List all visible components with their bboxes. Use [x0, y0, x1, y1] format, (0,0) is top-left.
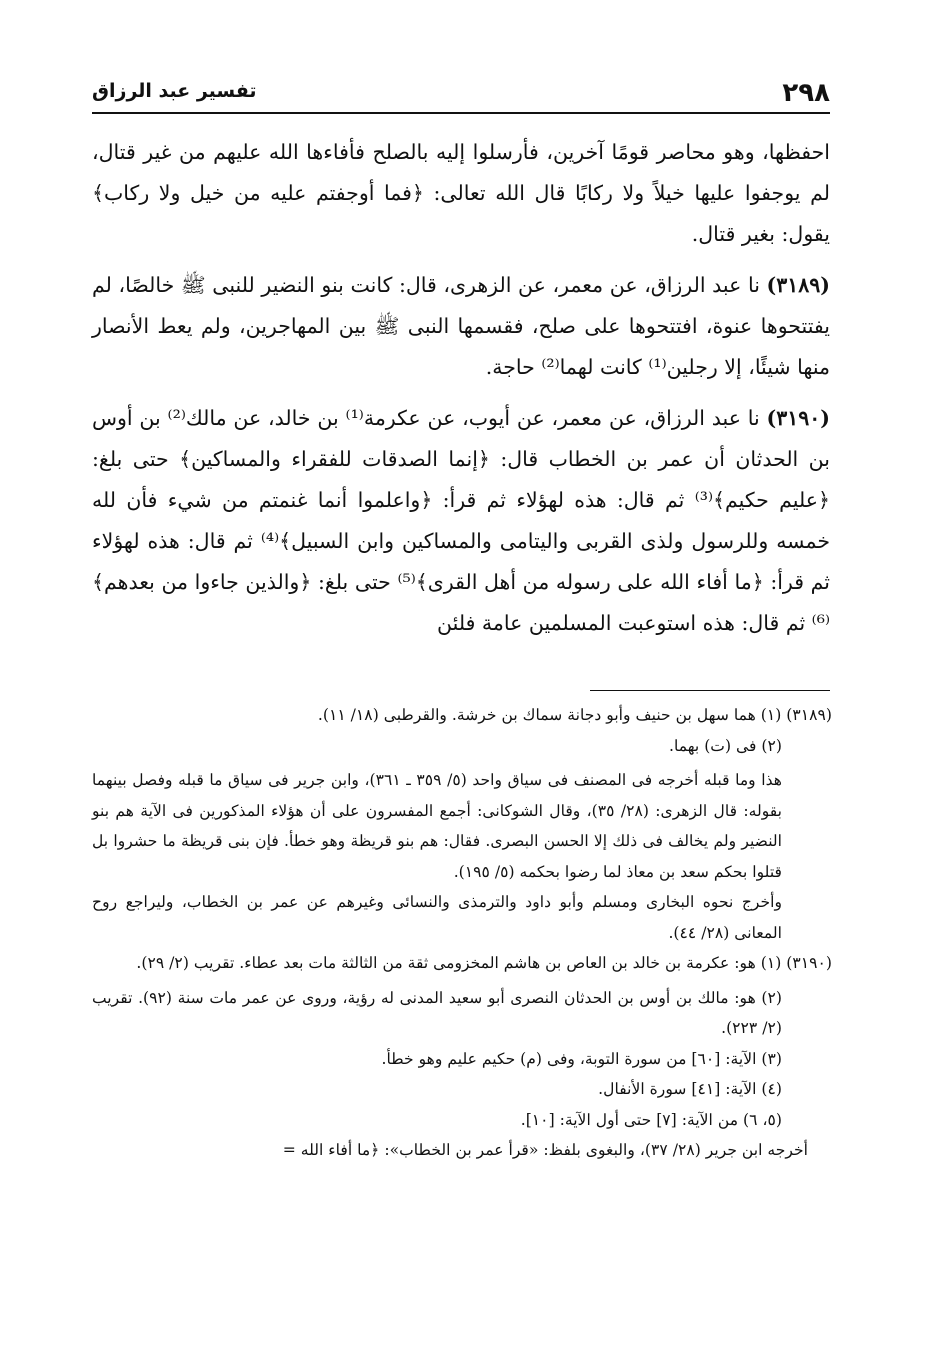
page-header [92, 78, 830, 114]
paragraph-continuation: احفظها، وهو محاصر قومًا آخرين، فأرسلوا إليه بالصلح فأفاءها الله عليهم من غير قتال، لم يوجفوا عليها خيلاً ولا ركابًا قال الله تعالى: ﴿فما أوجفتم عليه من خيل ولا ركاب﴾ يقول: بغير قتال. [92, 140, 830, 246]
hadith-number: (٣١٨٩) [766, 273, 830, 297]
footnote: (٣١٨٩) (١) هما سهل بن حنيف وأبو دجانة سماك بن خرشة. والقرطبى (١٨/ ١١). [317, 706, 832, 724]
footnote-separator [590, 690, 830, 691]
running-title: تفسير عبد الرزاق [92, 80, 257, 102]
footnote: (٥، ٦) من الآية: [٧] حتى أول الآية: [١٠]. [520, 1110, 782, 1129]
footnotes [92, 700, 832, 1166]
footnote: (٣١٩٠) (١) هو: عكرمة بن خالد بن العاص بن هاشم المخزومى ثقة من الثالثة مات بعد عطاء. تقريب (٢/ ٢٩). [136, 954, 832, 972]
footnote: (٣) الآية: [٦٠] من سورة التوبة، وفى (م) حكيم عليم وهو خطأ. [381, 1049, 782, 1068]
footnote-comment: وأخرج نحوه البخارى ومسلم وأبو داود والترمذى والنسائى وغيرهم عن عمر بن الخطاب، وليراجع روح المعانى (٢٨/ ٤٤). [92, 893, 782, 942]
hadith-text: نا عبد الرزاق، عن معمر، عن أيوب، عن عكرمة⁽¹⁾ بن خالد، عن مالك⁽²⁾ بن أوس بن الحدثان أن عمر بن الخطاب قال: ﴿إنما الصدقات للفقراء والمساكين﴾ حتى بلغ: ﴿عليم حكيم﴾⁽³⁾ ثم قال: هذه لهؤلاء ثم قرأ: ﴿واعلموا أنما غنمتم من شيء فأن لله خمسه وللرسول ولذى القربى واليتامى والمساكين وابن السبيل﴾⁽⁴⁾ ثم قال: هذه لهؤلاء ثم قرأ: ﴿ما أفاء الله على رسوله من أهل القرى﴾⁽⁵⁾ حتى بلغ: ﴿والذين جاءوا من بعدهم﴾⁽⁶⁾ ثم قال: هذه استوعبت المسلمين عامة فلئن [92, 406, 831, 635]
page-number: ٢٩٨ [782, 78, 830, 108]
paragraph-3189 [92, 265, 830, 388]
footnote-comment: أخرجه ابن جرير (٢٨/ ٣٧)، والبغوى بلفظ: «قرأ عمر بن الخطاب»: ﴿ما أفاء الله = [282, 1141, 808, 1159]
footnote: (٢) هو: مالك بن أوس بن الحدثان النصرى أبو سعيد المدنى له رؤية، وروى عن عمر مات سنة (٩٢). تقريب (٢/ ٢٢٣). [92, 988, 782, 1037]
paragraph-3190 [92, 398, 830, 644]
hadith-number: (٣١٩٠) [766, 406, 830, 430]
main-text [92, 132, 830, 654]
footnote-comment: هذا وما قبله أخرجه فى المصنف فى سياق واحد (٥/ ٣٥٩ ـ ٣٦١)، وابن جرير فى سياق ما قبله وفصل بينهما بقوله: قال الزهرى: (٢٨/ ٣٥)، وقال الشوكانى: أجمع المفسرون على أن هؤلاء المذكورين فى الآية هم بنو النضير ولم يخالف فى ذلك إلا الحسن البصرى. فقال: هم بنو قريظة وهو خطأ. فإن بنى قريظة ما حشروا بل قتلوا بحكم سعد بن معاذ لما رضوا بحكمه (٥/ ١٩٥). [92, 771, 782, 881]
footnote: (٢) فى (ت) بهما. [669, 736, 782, 755]
footnote: (٤) الآية: [٤١] سورة الأنفال. [598, 1080, 782, 1098]
hadith-text: نا عبد الرزاق، عن معمر، عن الزهرى، قال: كانت بنو النضير للنبى ﷺ خالصًا، لم يفتتحوها عنوة، افتتحوها على صلح، فقسمها النبى ﷺ بين المهاجرين، ولم يعط الأنصار منها شيئًا، إلا رجلين⁽¹⁾ كانت لهما⁽²⁾ حاجة. [92, 273, 830, 379]
